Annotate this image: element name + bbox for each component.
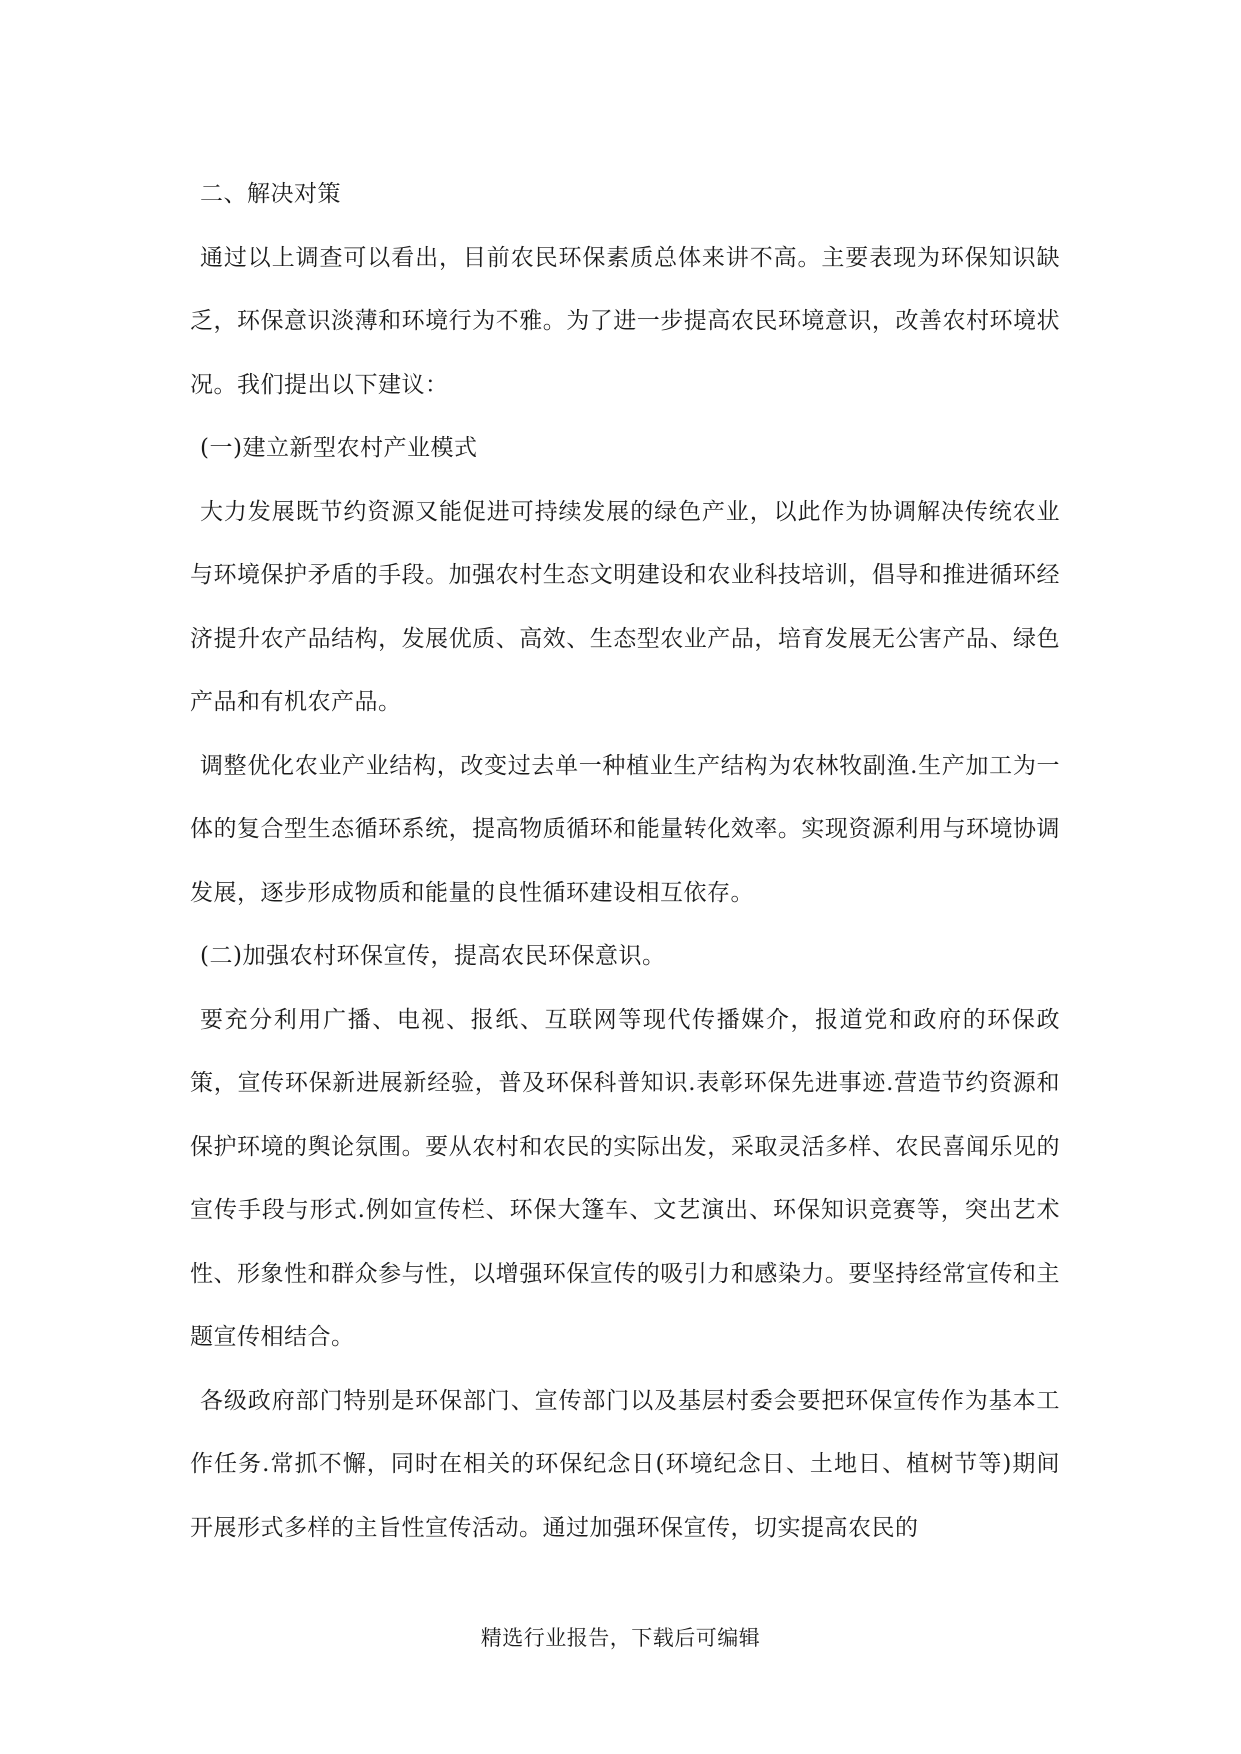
- document-body: [190, 163, 1060, 1560]
- body-paragraph: 各级政府部门特别是环保部门、宣传部门以及基层村委会要把环保宣传作为基本工作任务.常抓不懈，同时在相关的环保纪念日(环境纪念日、土地日、植树节等)期间开展形式多样的主旨性宣传活动。通过加强环保宣传，切实提高农民的: [190, 1387, 1060, 1541]
- page-footer: 精选行业报告，下载后可编辑: [480, 1626, 761, 1650]
- subsection-heading: (一)建立新型农村产业模式: [200, 435, 478, 461]
- body-paragraph: 调整优化农业产业结构，改变过去单一种植业生产结构为农林牧副渔.生产加工为一体的复合型生态循环系统，提高物质循环和能量转化效率。实现资源利用与环境协调发展，逐步形成物质和能量的良性循环建设相互依存。: [190, 752, 1060, 906]
- body-paragraph: 通过以上调查可以看出，目前农民环保素质总体来讲不高。主要表现为环保知识缺乏，环保意识淡薄和环境行为不雅。为了进一步提高农民环境意识，改善农村环境状况。我们提出以下建议：: [190, 244, 1060, 398]
- section-heading: 二、解决对策: [200, 181, 341, 207]
- body-paragraph: 大力发展既节约资源又能促进可持续发展的绿色产业，以此作为协调解决传统农业与环境保护矛盾的手段。加强农村生态文明建设和农业科技培训，倡导和推进循环经济提升农产品结构，发展优质、高效、生态型农业产品，培育发展无公害产品、绿色产品和有机农产品。: [190, 498, 1060, 715]
- body-paragraph: 要充分利用广播、电视、报纸、互联网等现代传播媒介，报道党和政府的环保政策，宣传环保新进展新经验，普及环保科普知识.表彰环保先进事迹.营造节约资源和保护环境的舆论氛围。要从农村和农民的实际出发，采取灵活多样、农民喜闻乐见的宣传手段与形式.例如宣传栏、环保大篷车、文艺演出、环保知识竞赛等，突出艺术性、形象性和群众参与性，以增强环保宣传的吸引力和感染力。要坚持经常宣传和主题宣传相结合。: [190, 1006, 1060, 1350]
- subsection-heading: (二)加强农村环保宣传，提高农民环保意识。: [200, 943, 666, 969]
